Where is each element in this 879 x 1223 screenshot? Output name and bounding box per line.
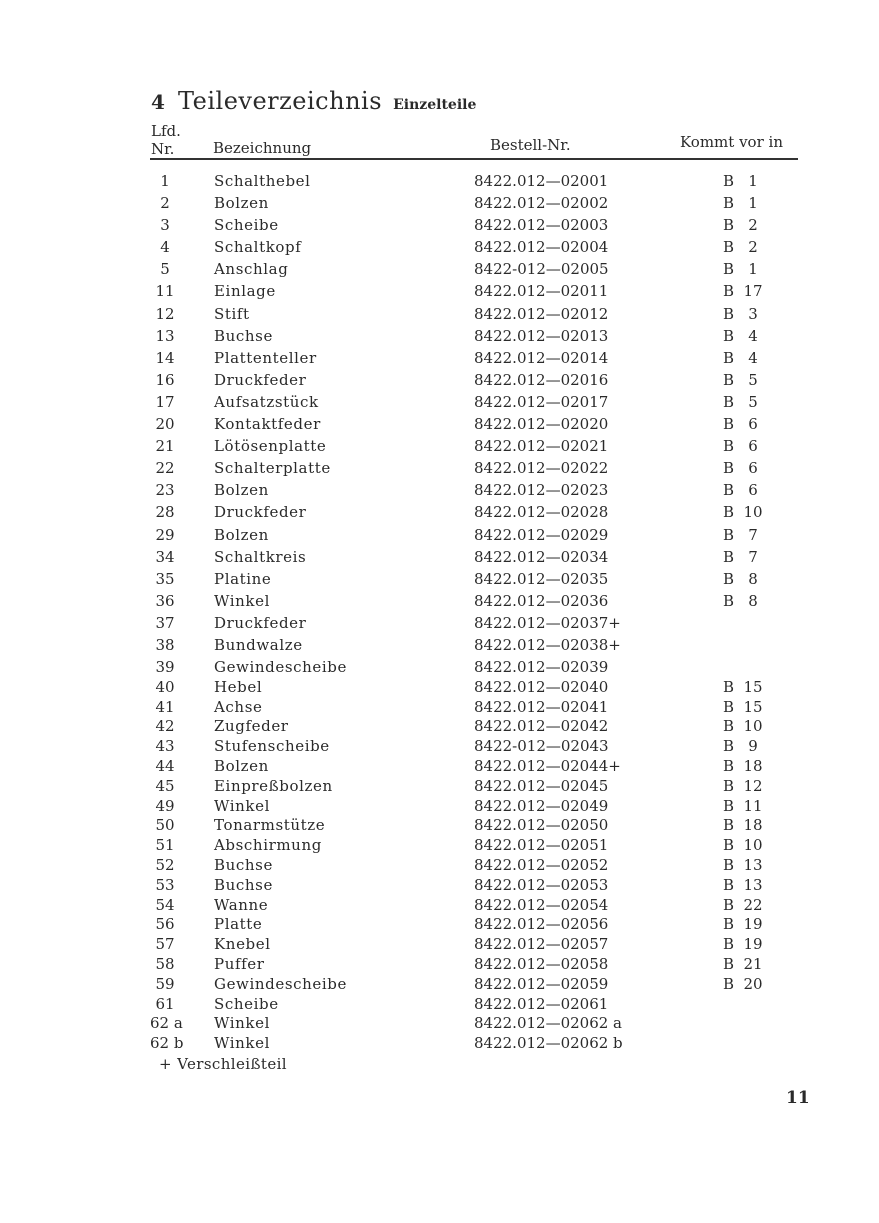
reference-letter: B: [723, 591, 735, 610]
part-number: 41: [155, 697, 175, 716]
part-number: 4: [160, 238, 170, 257]
order-number: 8422-012—02043: [474, 737, 609, 756]
part-name: Bolzen: [214, 525, 269, 544]
part-number: 29: [155, 525, 175, 544]
reference-number: 5: [748, 392, 758, 411]
part-number: 39: [155, 658, 175, 677]
column-header-lfd: Lfd.: [151, 122, 181, 140]
table-row: [0, 371, 879, 393]
table-row: [0, 415, 879, 437]
table-row: [0, 935, 879, 955]
reference-number: 20: [743, 974, 763, 993]
part-name: Buchse: [214, 326, 273, 345]
reference-letter: B: [723, 547, 735, 566]
reference-letter: B: [723, 370, 735, 389]
part-number: 23: [155, 481, 175, 500]
reference-number: 1: [748, 172, 758, 190]
table-row: [0, 915, 879, 935]
order-number: 8422.012—02057: [474, 935, 609, 954]
part-name: Schalthebel: [214, 172, 311, 190]
table-row: [0, 1014, 879, 1034]
reference-letter: B: [723, 875, 735, 894]
part-number: 21: [155, 437, 175, 456]
table-row: [0, 260, 879, 282]
part-name: Gewindescheibe: [214, 658, 347, 677]
reference-number: 15: [743, 697, 763, 716]
reference-letter: B: [723, 437, 735, 456]
table-row: [0, 570, 879, 592]
reference-letter: B: [723, 856, 735, 875]
part-name: Winkel: [214, 796, 270, 815]
table-row: [0, 282, 879, 304]
part-number: 20: [155, 415, 175, 434]
reference-letter: B: [723, 974, 735, 993]
table-row: [0, 349, 879, 371]
part-number: 14: [155, 348, 175, 367]
reference-letter: B: [723, 392, 735, 411]
part-name: Platine: [214, 569, 272, 588]
order-number: 8422.012—02028: [474, 503, 609, 522]
part-number: 5: [160, 260, 170, 279]
part-name: Scheibe: [214, 216, 279, 235]
reference-number: 19: [743, 915, 763, 934]
part-name: Platte: [214, 915, 263, 934]
part-number: 35: [155, 569, 175, 588]
reference-number: 3: [748, 304, 758, 323]
order-number: 8422.012—02040: [474, 677, 609, 696]
reference-letter: B: [723, 955, 735, 974]
table-row: [0, 548, 879, 570]
reference-letter: B: [723, 915, 735, 934]
table-row: [0, 1034, 879, 1054]
order-number: 8422.012—02053: [474, 875, 609, 894]
table-row: [0, 757, 879, 777]
part-name: Einpreßbolzen: [214, 776, 333, 795]
table-row: [0, 592, 879, 614]
part-name: Puffer: [214, 955, 265, 974]
table-row: [0, 636, 879, 658]
reference-letter: B: [723, 194, 735, 213]
reference-number: 1: [748, 194, 758, 213]
part-number: 38: [155, 635, 175, 654]
reference-number: 7: [748, 547, 758, 566]
reference-number: 2: [748, 216, 758, 235]
reference-number: 9: [748, 737, 758, 756]
table-row: [0, 975, 879, 995]
table-row: [0, 526, 879, 548]
part-name: Druckfeder: [214, 503, 307, 522]
order-number: 8422.012—02051: [474, 836, 609, 855]
part-number: 40: [155, 677, 175, 696]
part-name: Winkel: [214, 1014, 270, 1033]
part-name: Stufenscheibe: [214, 737, 330, 756]
part-name: Schaltkopf: [214, 238, 302, 257]
order-number: 8422.012—02021: [474, 437, 609, 456]
order-number: 8422.012—02036: [474, 591, 609, 610]
part-name: Aufsatzstück: [214, 392, 319, 411]
reference-letter: B: [723, 816, 735, 835]
reference-number: 10: [743, 836, 763, 855]
reference-number: 2: [748, 238, 758, 257]
order-number: 8422.012—02061: [474, 994, 609, 1013]
table-row: [0, 172, 879, 194]
reference-letter: B: [723, 796, 735, 815]
reference-number: 15: [743, 677, 763, 696]
table-row: [0, 876, 879, 896]
part-number: 43: [155, 737, 175, 756]
part-number: 52: [155, 856, 175, 875]
part-number: 54: [155, 895, 175, 914]
part-name: Druckfeder: [214, 613, 307, 632]
order-number: 8422.012—02050: [474, 816, 609, 835]
order-number: 8422.012—02049: [474, 796, 609, 815]
order-number: 8422.012—02001: [474, 172, 609, 190]
table-row: [0, 238, 879, 260]
table-row: [0, 481, 879, 503]
reference-number: 13: [743, 875, 763, 894]
table-row: [0, 216, 879, 238]
part-name: Knebel: [214, 935, 271, 954]
reference-letter: B: [723, 238, 735, 257]
table-row: [0, 797, 879, 817]
order-number: 8422.012—02044+: [474, 757, 621, 776]
part-name: Bolzen: [214, 194, 269, 213]
reference-number: 11: [743, 796, 763, 815]
reference-letter: B: [723, 282, 735, 301]
part-name: Schaltkreis: [214, 547, 307, 566]
part-number: 2: [160, 194, 170, 213]
header-divider: [150, 158, 798, 160]
reference-letter: B: [723, 836, 735, 855]
order-number: 8422.012—02034: [474, 547, 609, 566]
parts-table: [0, 172, 879, 1054]
reference-number: 21: [743, 955, 763, 974]
table-row: [0, 503, 879, 525]
reference-letter: B: [723, 348, 735, 367]
reference-number: 4: [748, 326, 758, 345]
reference-letter: B: [723, 569, 735, 588]
reference-number: 6: [748, 437, 758, 456]
order-number: 8422.012—02011: [474, 282, 609, 301]
reference-number: 13: [743, 856, 763, 875]
part-number: 61: [155, 994, 175, 1013]
part-number: 59: [155, 974, 175, 993]
part-number: 28: [155, 503, 175, 522]
part-name: Zugfeder: [214, 717, 289, 736]
order-number: 8422.012—02017: [474, 392, 609, 411]
reference-letter: B: [723, 216, 735, 235]
table-row: [0, 678, 879, 698]
part-name: Anschlag: [214, 260, 289, 279]
order-number: 8422.012—02029: [474, 525, 609, 544]
reference-letter: B: [723, 326, 735, 345]
reference-letter: B: [723, 525, 735, 544]
reference-letter: B: [723, 757, 735, 776]
legend-wear-part: + Verschleißteil: [159, 1055, 287, 1073]
reference-letter: B: [723, 935, 735, 954]
part-name: Einlage: [214, 282, 276, 301]
reference-number: 6: [748, 481, 758, 500]
part-number: 50: [155, 816, 175, 835]
reference-letter: B: [723, 481, 735, 500]
reference-letter: B: [723, 503, 735, 522]
table-row: [0, 614, 879, 636]
reference-letter: B: [723, 304, 735, 323]
order-number: 8422-012—02005: [474, 260, 609, 279]
part-name: Abschirmung: [214, 836, 322, 855]
part-number: 22: [155, 459, 175, 478]
part-number: 58: [155, 955, 175, 974]
part-name: Winkel: [214, 1034, 270, 1053]
part-name: Bolzen: [214, 481, 269, 500]
part-name: Gewindescheibe: [214, 974, 347, 993]
table-row: [0, 856, 879, 876]
table-row: [0, 777, 879, 797]
part-number: 37: [155, 613, 175, 632]
part-number: 44: [155, 757, 175, 776]
order-number: 8422.012—02023: [474, 481, 609, 500]
order-number: 8422.012—02037+: [474, 613, 621, 632]
part-number: 17: [155, 392, 175, 411]
order-number: 8422.012—02014: [474, 348, 609, 367]
part-number: 62 b: [150, 1034, 184, 1053]
column-header-bestell-nr: Bestell-Nr.: [490, 136, 571, 154]
order-number: 8422.012—02002: [474, 194, 609, 213]
column-header-bezeichnung: Bezeichnung: [213, 139, 312, 157]
reference-number: 7: [748, 525, 758, 544]
order-number: 8422.012—02058: [474, 955, 609, 974]
reference-letter: B: [723, 677, 735, 696]
order-number: 8422.012—02004: [474, 238, 609, 257]
reference-number: 18: [743, 757, 763, 776]
table-row: [0, 717, 879, 737]
part-number: 51: [155, 836, 175, 855]
reference-number: 6: [748, 415, 758, 434]
part-name: Schalterplatte: [214, 459, 331, 478]
order-number: 8422.012—02039: [474, 658, 609, 677]
part-name: Lötösenplatte: [214, 437, 327, 456]
reference-number: 5: [748, 370, 758, 389]
part-number: 45: [155, 776, 175, 795]
table-row: [0, 737, 879, 757]
part-number: 16: [155, 370, 175, 389]
part-number: 36: [155, 591, 175, 610]
part-number: 12: [155, 304, 175, 323]
reference-letter: B: [723, 717, 735, 736]
order-number: 8422.012—02020: [474, 415, 609, 434]
part-name: Buchse: [214, 875, 273, 894]
section-heading: [151, 87, 476, 115]
table-row: [0, 194, 879, 216]
reference-letter: B: [723, 895, 735, 914]
order-number: 8422.012—02059: [474, 974, 609, 993]
order-number: 8422.012—02022: [474, 459, 609, 478]
order-number: 8422.012—02003: [474, 216, 609, 235]
table-row: [0, 995, 879, 1015]
reference-letter: B: [723, 459, 735, 478]
part-number: 57: [155, 935, 175, 954]
order-number: 8422.012—02035: [474, 569, 609, 588]
reference-number: 17: [743, 282, 763, 301]
order-number: 8422.012—02042: [474, 717, 609, 736]
part-number: 53: [155, 875, 175, 894]
part-name: Druckfeder: [214, 370, 307, 389]
table-row: [0, 658, 879, 678]
part-name: Bolzen: [214, 757, 269, 776]
order-number: 8422.012—02041: [474, 697, 609, 716]
part-number: 1: [160, 172, 170, 190]
reference-number: 12: [743, 776, 763, 795]
table-row: [0, 816, 879, 836]
part-name: Buchse: [214, 856, 273, 875]
reference-number: 18: [743, 816, 763, 835]
part-name: Bundwalze: [214, 635, 303, 654]
table-row: [0, 305, 879, 327]
part-number: 49: [155, 796, 175, 815]
reference-number: 8: [748, 569, 758, 588]
reference-number: 10: [743, 717, 763, 736]
table-row: [0, 955, 879, 975]
part-name: Hebel: [214, 677, 263, 696]
reference-number: 4: [748, 348, 758, 367]
table-row: [0, 393, 879, 415]
table-row: [0, 896, 879, 916]
part-number: 34: [155, 547, 175, 566]
order-number: 8422.012—02062 b: [474, 1034, 623, 1053]
reference-number: 22: [743, 895, 763, 914]
order-number: 8422.012—02013: [474, 326, 609, 345]
part-name: Achse: [214, 697, 263, 716]
part-number: 56: [155, 915, 175, 934]
table-row: [0, 836, 879, 856]
table-row: [0, 437, 879, 459]
reference-number: 1: [748, 260, 758, 279]
part-number: 42: [155, 717, 175, 736]
reference-number: 6: [748, 459, 758, 478]
order-number: 8422.012—02012: [474, 304, 609, 323]
reference-letter: B: [723, 172, 735, 190]
part-number: 11: [155, 282, 175, 301]
page-number: 11: [786, 1088, 810, 1108]
part-name: Plattenteller: [214, 348, 317, 367]
reference-letter: B: [723, 737, 735, 756]
table-row: [0, 327, 879, 349]
section-number: 4: [151, 90, 165, 114]
order-number: 8422.012—02056: [474, 915, 609, 934]
reference-letter: B: [723, 776, 735, 795]
order-number: 8422.012—02016: [474, 370, 609, 389]
part-number: 3: [160, 216, 170, 235]
table-row: [0, 698, 879, 718]
order-number: 8422.012—02052: [474, 856, 609, 875]
part-name: Winkel: [214, 591, 270, 610]
page-subtitle: Einzelteile: [393, 97, 477, 113]
part-name: Tonarmstütze: [214, 816, 326, 835]
order-number: 8422.012—02038+: [474, 635, 621, 654]
part-number: 62 a: [150, 1014, 183, 1033]
order-number: 8422.012—02062 a: [474, 1014, 623, 1033]
part-number: 13: [155, 326, 175, 345]
reference-number: 8: [748, 591, 758, 610]
part-name: Stift: [214, 304, 250, 323]
reference-letter: B: [723, 415, 735, 434]
reference-letter: B: [723, 697, 735, 716]
column-header-nr: Nr.: [151, 140, 175, 158]
reference-letter: B: [723, 260, 735, 279]
part-name: Wanne: [214, 895, 269, 914]
table-row: [0, 459, 879, 481]
reference-number: 10: [743, 503, 763, 522]
page-title: Teileverzeichnis: [178, 87, 383, 115]
reference-number: 19: [743, 935, 763, 954]
part-name: Kontaktfeder: [214, 415, 321, 434]
part-name: Scheibe: [214, 994, 279, 1013]
column-header-kommt-vor-in: Kommt vor in: [680, 133, 783, 151]
order-number: 8422.012—02045: [474, 776, 609, 795]
order-number: 8422.012—02054: [474, 895, 609, 914]
